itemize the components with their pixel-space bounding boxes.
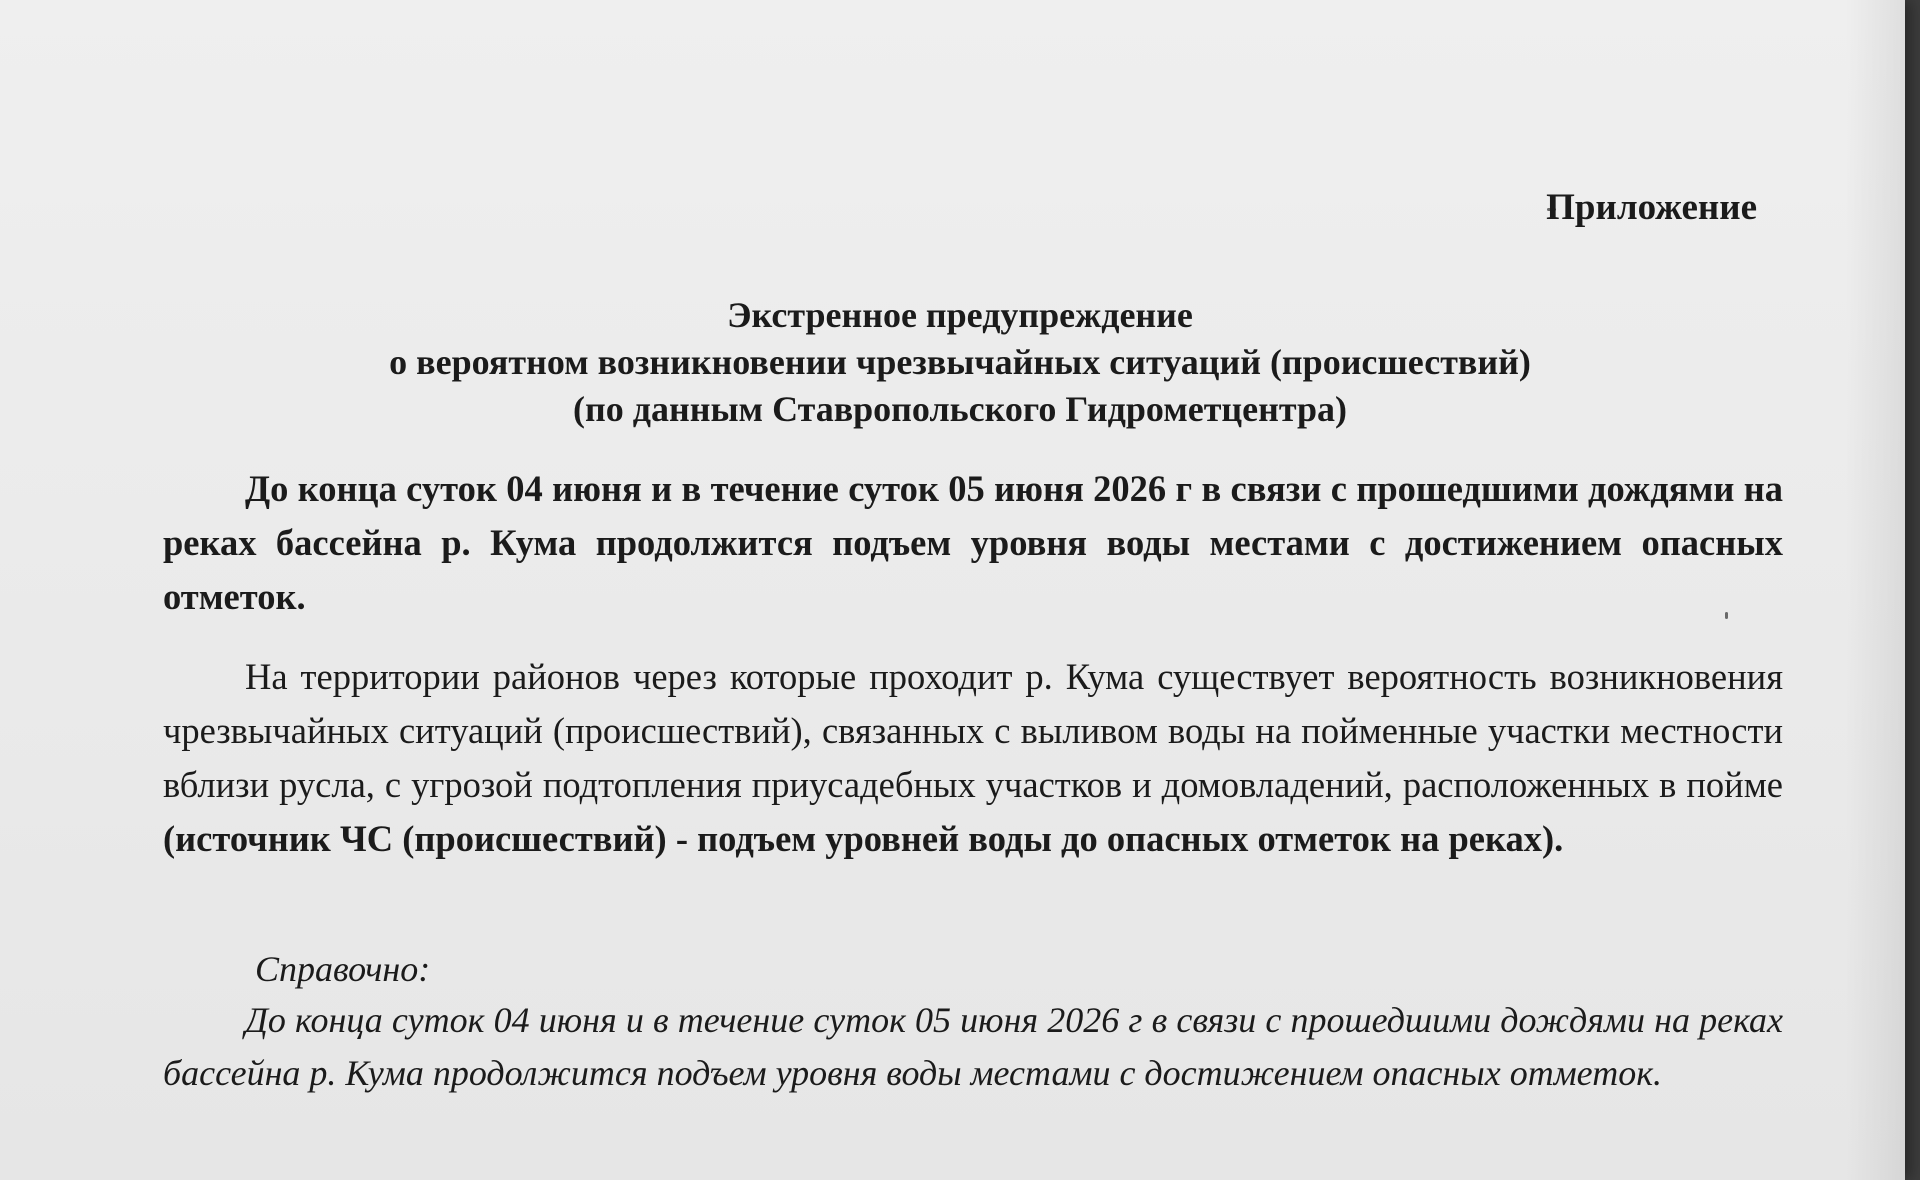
risk-paragraph-text: На территории районов через которые проходит р. Кума существует вероятность возникновения чрезвычайных ситуаций (происшествий), связанных с выливом воды на пойменные участки местности вблизи русла, с угрозой подтопления приусадебных участков и домовладений, расположенных в пойме [163,656,1783,805]
title-line-2: о вероятном возникновении чрезвычайных ситуаций (происшествий) [389,342,1531,382]
appendix-label: Приложение [1546,187,1757,228]
reference-label: Справочно: [255,949,431,989]
page-edge-shadow [1845,0,1905,1180]
reference-paragraph: До конца суток 04 июня и в течение суток 05 июня 2026 г в связи с прошедшими дождями на реках бассейна р. Кума продолжится подъем уровня воды местами с достижением опасных отметок. [163,1000,1783,1093]
warning-paragraph: До конца суток 04 июня и в течение суток 05 июня 2026 г в связи с прошедшими дождями на реках бассейна р. Кума продолжится подъем уровня воды местами с достижением опасных отметок. [163,468,1783,617]
risk-source-text: (источник ЧС (происшествий) - подъем уровней воды до опасных отметок на реках). [163,818,1564,859]
risk-paragraph [163,650,1783,866]
document-title [250,292,1670,433]
title-line-1: Экстренное предупреждение [727,295,1193,335]
title-line-3: (по данным Ставропольского Гидрометцентра) [573,389,1347,429]
